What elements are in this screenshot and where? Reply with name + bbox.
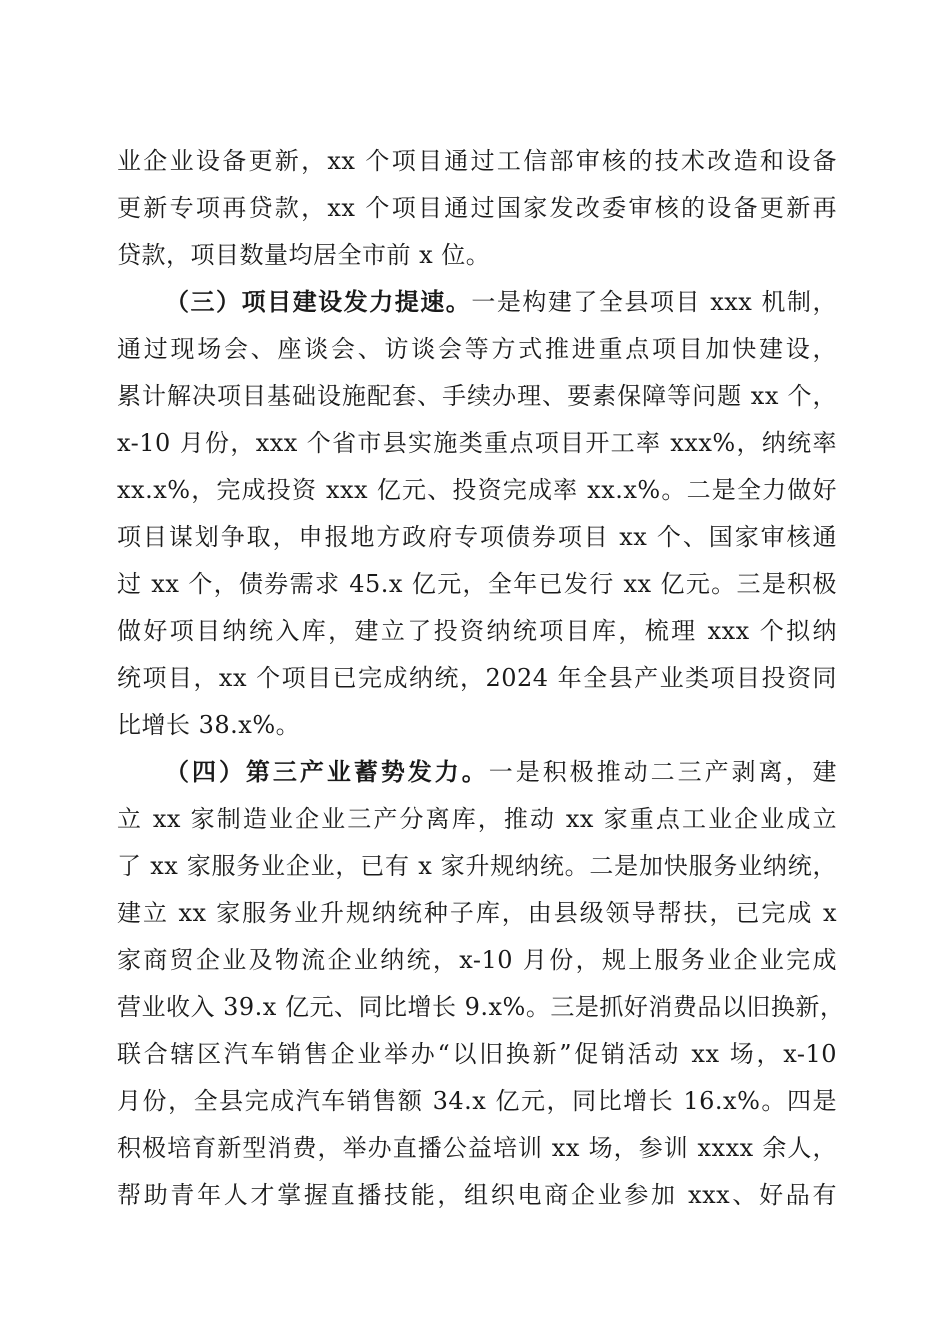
text-line: 积极培育新型消费，举办直播公益培训 xx 场，参训 xxxx 余人，	[117, 1134, 837, 1162]
text-line: 累计解决项目基础设施配套、手续办理、要素保障等问题 xx 个，	[117, 382, 837, 410]
text-line: 业企业设备更新，xx 个项目通过工信部审核的技术改造和设备	[117, 147, 837, 175]
section-heading: （三）项目建设发力提速。	[165, 287, 472, 316]
text-line: 通过现场会、座谈会、访谈会等方式推进重点项目加快建设，	[117, 335, 837, 363]
text-line: 了 xx 家服务业企业，已有 x 家升规纳统。二是加快服务业纳统，	[117, 852, 837, 880]
text-line: 统项目，xx 个项目已完成纳统，2024 年全县产业类项目投资同	[117, 664, 837, 692]
text-span: 一是积极推动二三产剥离，建	[488, 758, 837, 786]
paragraph-first-line	[165, 287, 837, 317]
text-span: 一是构建了全县项目 xxx 机制，	[471, 288, 837, 316]
text-line: 项目谋划争取，申报地方政府专项债券项目 xx 个、国家审核通	[117, 523, 837, 551]
text-line: 营业收入 39.x 亿元、同比增长 9.x%。三是抓好消费品以旧换新，	[117, 993, 845, 1021]
text-line: 联合辖区汽车销售企业举办“以旧换新”促销活动 xx 场，x-10	[117, 1040, 837, 1068]
text-line: 贷款，项目数量均居全市前 x 位。	[117, 241, 491, 269]
text-line: 比增长 38.x%。	[117, 711, 301, 739]
text-line: 月份，全县完成汽车销售额 34.x 亿元，同比增长 16.x%。四是	[117, 1087, 837, 1115]
text-line: 家商贸企业及物流企业纳统，x-10 月份，规上服务业企业完成	[117, 946, 837, 974]
text-line: x-10 月份，xxx 个省市县实施类重点项目开工率 xxx%，纳统率	[117, 429, 837, 457]
text-line: xx.x%，完成投资 xxx 亿元、投资完成率 xx.x%。二是全力做好	[117, 476, 837, 504]
text-line: 立 xx 家制造业企业三产分离库，推动 xx 家重点工业企业成立	[117, 805, 837, 833]
paragraph-first-line	[165, 757, 837, 787]
text-line: 建立 xx 家服务业升规纳统种子库，由县级领导帮扶，已完成 x	[117, 899, 837, 927]
text-line: 帮助青年人才掌握直播技能，组织电商企业参加 xxx、好品有	[117, 1181, 837, 1209]
text-line: 更新专项再贷款，xx 个项目通过国家发改委审核的设备更新再	[117, 194, 837, 222]
text-line: 做好项目纳统入库，建立了投资纳统项目库，梳理 xxx 个拟纳	[117, 617, 837, 645]
section-heading: （四）第三产业蓄势发力。	[165, 757, 489, 786]
text-line: 过 xx 个，债券需求 45.x 亿元，全年已发行 xx 亿元。三是积极	[117, 570, 837, 598]
